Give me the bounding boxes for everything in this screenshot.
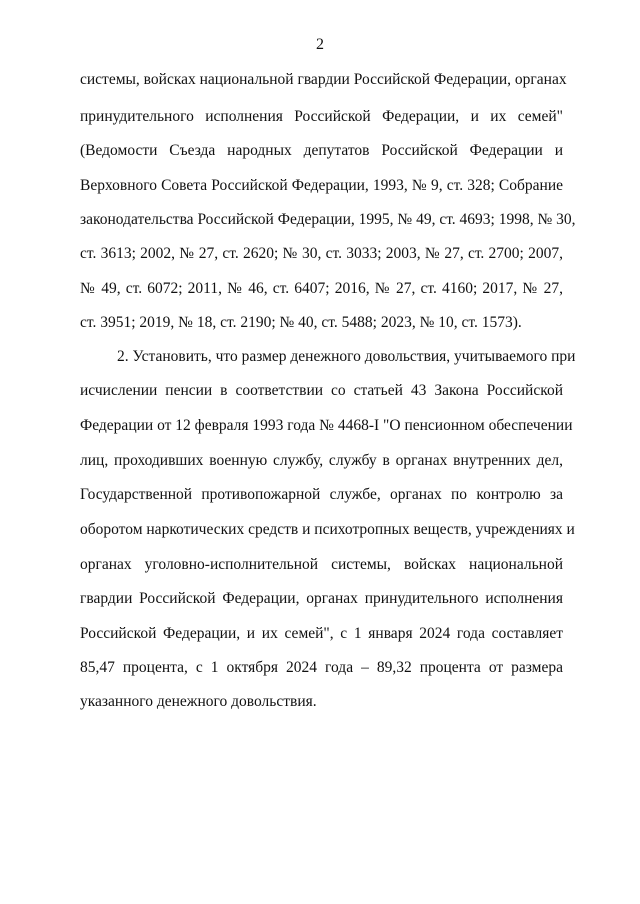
- text-line: оборотом наркотических средств и психотропных веществ, учреждениях и: [80, 521, 575, 538]
- text-line: системы, войсках национальной гвардии Российской Федерации, органах: [80, 71, 567, 88]
- text-line: ст. 3951; 2019, № 18, ст. 2190; № 40, ст. 5488; 2023, № 10, ст. 1573).: [80, 314, 522, 331]
- text-line: (Ведомости Съезда народных депутатов Российской Федерации и: [80, 142, 563, 159]
- text-line: органах уголовно-исполнительной системы, войсках национальной: [80, 556, 563, 573]
- text-line: исчислении пенсии в соответствии со статьей 43 Закона Российской: [80, 382, 563, 399]
- text-line: гвардии Российской Федерации, органах принудительного исполнения: [80, 590, 563, 607]
- text-line: принудительного исполнения Российской Федерации, и их семей": [80, 108, 563, 125]
- text-line: законодательства Российской Федерации, 1995, № 49, ст. 4693; 1998, № 30,: [80, 211, 576, 228]
- text-line: Российской Федерации, и их семей", с 1 января 2024 года составляет: [80, 625, 563, 642]
- text-line: 85,47 процента, с 1 октября 2024 года – 89,32 процента от размера: [80, 659, 563, 676]
- text-line: Верховного Совета Российской Федерации, 1993, № 9, ст. 328; Собрание: [80, 177, 563, 194]
- text-line: № 49, ст. 6072; 2011, № 46, ст. 6407; 2016, № 27, ст. 4160; 2017, № 27,: [80, 280, 563, 297]
- page-number: 2: [316, 36, 324, 53]
- text-line: 2. Установить, что размер денежного довольствия, учитываемого при: [117, 348, 576, 365]
- text-line: ст. 3613; 2002, № 27, ст. 2620; № 30, ст. 3033; 2003, № 27, ст. 2700; 2007,: [80, 245, 563, 262]
- text-line: указанного денежного довольствия.: [80, 693, 317, 710]
- text-line: Государственной противопожарной службе, органах по контролю за: [80, 486, 563, 503]
- text-line: Федерации от 12 февраля 1993 года № 4468-I "О пенсионном обеспечении: [80, 417, 573, 434]
- text-line: лиц, проходивших военную службу, службу в органах внутренних дел,: [80, 452, 563, 469]
